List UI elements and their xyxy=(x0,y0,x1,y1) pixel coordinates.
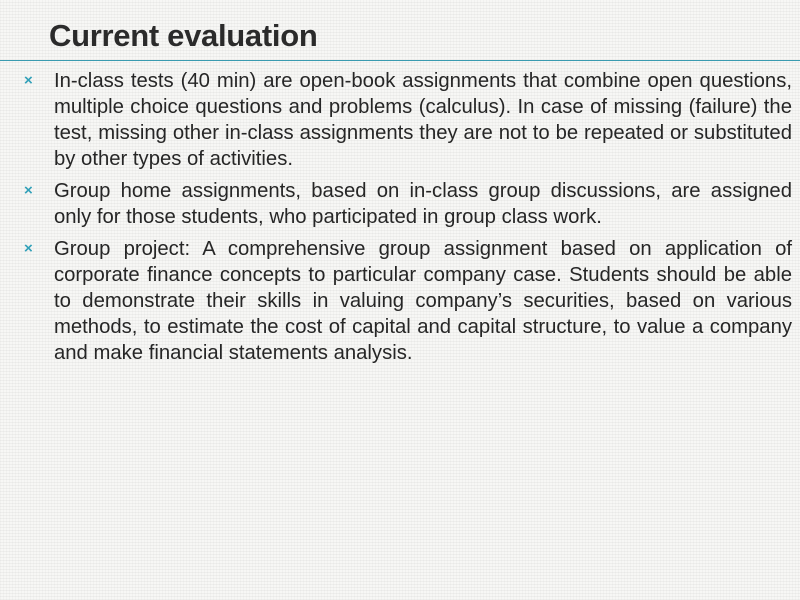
bullet-text: , based on in-class group discussions, are assigned only for those students, who participated in group class work. xyxy=(54,180,792,228)
bullet-item-group-home-assignments xyxy=(24,178,792,230)
bullet-x-icon: × xyxy=(24,240,33,257)
bullet-lead: Group project xyxy=(54,238,185,260)
slide-title: Current evaluation xyxy=(49,18,318,53)
bullet-lead: Group home assignments xyxy=(54,180,296,202)
bullet-item-group-project xyxy=(24,236,792,366)
bullet-x-icon: × xyxy=(24,72,33,89)
bullet-text: (40 min) are open-book assignments that combine open questions, multiple choice questions and problems (calculus). In case of missing (failure) the test, missing other in-class assignments they are not to be repeated or substituted by other types of activities. xyxy=(54,70,792,170)
title-divider xyxy=(0,60,800,61)
bullet-list xyxy=(24,68,792,372)
bullet-item-in-class-tests xyxy=(24,68,792,172)
bullet-lead: In-class tests xyxy=(54,70,174,92)
bullet-x-icon: × xyxy=(24,182,33,199)
bullet-text: : A comprehensive group assignment based on application of corporate finance concepts to particular company case. Students should be able to demonstrate their skills in valuing company’s securities, based on various methods, to estimate the cost of capital and capital structure, to value a company and make financial statements analysis. xyxy=(54,238,792,364)
